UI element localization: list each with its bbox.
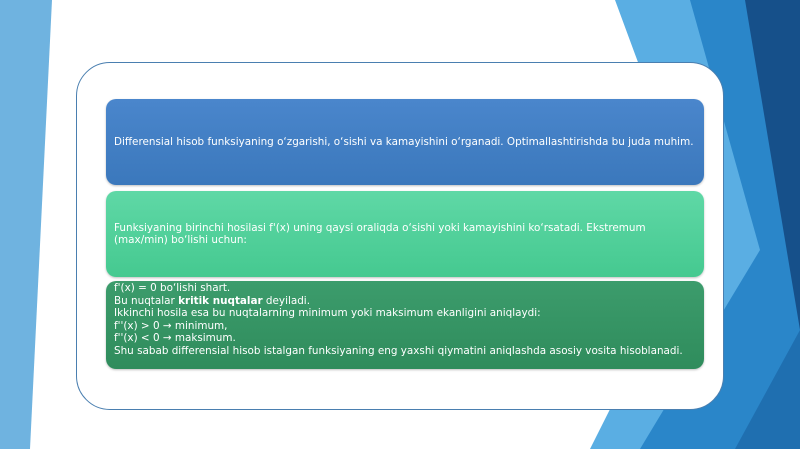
block-line (114, 295, 696, 308)
critical-points-term: kritik nuqtalar (178, 294, 263, 307)
info-block-differential (106, 99, 704, 185)
info-block-critical-points (106, 281, 704, 369)
block-line-part: deyiladi. (262, 294, 310, 307)
block-text: Differensial hisob funksiyaning o‘zgarishi, o‘sishi va kamayishini o‘rganadi. Optimallashtirishda bu juda muhim. (114, 135, 694, 148)
block-line-part: Bu nuqtalar (114, 294, 179, 307)
block-line: Shu sabab differensial hisob istalgan funksiyaning eng yaxshi qiymatini aniqlashda asosiy vosita hisoblanadi. (114, 344, 683, 357)
block-line: f''(x) < 0 → maksimum. (114, 332, 236, 344)
block-line: f''(x) > 0 → minimum, (114, 319, 228, 332)
block-line: Ikkinchi hosila esa bu nuqtalarning minimum yoki maksimum ekanligini aniqlaydi: (114, 307, 541, 319)
info-block-first-derivative (106, 191, 704, 277)
block-text: Funksiyaning birinchi hosilasi f'(x) uning qaysi oraliqda o‘sishi yoki kamayishini ko‘rsatadi. Ekstremum (max/min) bo‘lishi uchun: (114, 221, 646, 246)
left-accent-shape (0, 0, 52, 449)
block-line: f'(x) = 0 bo‘lishi shart. (114, 282, 231, 294)
